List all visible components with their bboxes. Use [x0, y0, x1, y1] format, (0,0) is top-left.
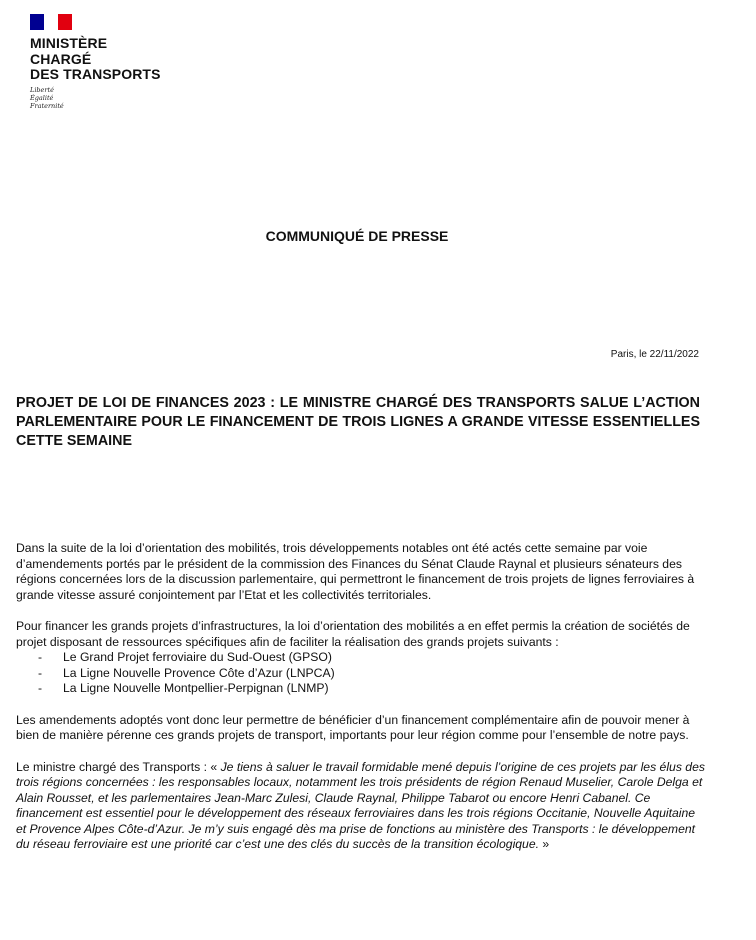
- project-list: [16, 650, 708, 697]
- list-item: [16, 650, 708, 666]
- motto-line: Égalité: [30, 93, 54, 102]
- quote-text: Je tiens à saluer le travail formidable mené depuis l’origine de ces projets par les élus des trois régions concernées : les responsables locaux, notamment les trois présidents de région Renaud Muselier, Carole Delga et Alain Rousset, et les parlementaires Jean-Marc Zulesi, Claude Raynal, Philippe Tabarot ou encore Henri Cabanel. Ce financement est essentiel pour le développement des réseaux ferroviaires dans les trois régions Occitanie, Nouvelle Aquitaine et Provence Alpes Côte-d’Azur. Je m’y suis engagé dès ma prise de fonctions au ministère des Transports : le développement du réseau ferroviaire est une priorité car c’est une des clés du succès de la transition écologique.: [16, 759, 705, 851]
- list-item: [16, 666, 708, 682]
- ministry-line: MINISTÈRE: [30, 35, 108, 51]
- list-bullet: -: [38, 681, 43, 695]
- minister-quote: [16, 760, 708, 853]
- release-title: PROJET DE LOI DE FINANCES 2023 : LE MINISTRE CHARGÉ DES TRANSPORTS SALUE L’ACTION PARLEMENTAIRE POUR LE FINANCEMENT DE TROIS LIGNES A GRANDE VITESSE ESSENTIELLES CETTE SEMAINE: [16, 395, 700, 449]
- flag-blue-stripe: [30, 14, 44, 30]
- motto-line: Liberté: [30, 85, 54, 94]
- paragraph: Les amendements adoptés vont donc leur permettre de bénéficier d’un financement complémentaire afin de pouvoir mener à bien de manière pérenne ces grands projets de transport, importants pour leur région comme pour l’ensemble de notre pays.: [16, 712, 690, 742]
- paragraph: Dans la suite de la loi d’orientation des mobilités, trois développements notables ont été actés cette semaine par voie d’amendements portés par le président de la commission des Finances du Sénat Claude Raynal et plusieurs sénateurs des régions concernées lors de la discussion parlementaire, qui permettront le financement de trois projets de lignes ferroviaires à grande vitesse assuré conjointement par l’Etat et les collectivités territoriales.: [16, 541, 695, 602]
- paragraph: Pour financer les grands projets d’infrastructures, la loi d’orientation des mobilités a en effet permis la création de sociétés de projet disposant de ressources spécifiques afin de faciliter la réalisation des grands projets suivants :: [16, 619, 690, 649]
- list-item-text: La Ligne Nouvelle Provence Côte d’Azur (LNPCA): [63, 665, 335, 680]
- flag-red-stripe: [58, 14, 72, 30]
- motto-line: Fraternité: [30, 101, 64, 110]
- ministry-line: CHARGÉ: [30, 50, 92, 67]
- ministry-line: DES TRANSPORTS: [30, 66, 161, 82]
- french-flag-icon: [30, 14, 72, 30]
- quote-close: »: [539, 837, 550, 851]
- list-bullet: -: [38, 665, 43, 680]
- list-item-text: La Ligne Nouvelle Montpellier-Perpignan (LNMP): [63, 681, 329, 695]
- republic-motto: [30, 86, 161, 110]
- ministry-logo: [30, 14, 161, 110]
- list-item: [16, 681, 708, 697]
- quote-intro: Le ministre chargé des Transports : «: [16, 759, 221, 774]
- list-bullet: -: [38, 650, 43, 664]
- flag-white-stripe: [44, 14, 58, 30]
- release-body: [16, 541, 708, 869]
- dateline: Paris, le 22/11/2022: [610, 349, 699, 360]
- list-item-text: Le Grand Projet ferroviaire du Sud-Ouest (GPSO): [63, 650, 332, 664]
- press-release-heading: COMMUNIQUÉ DE PRESSE: [265, 228, 449, 244]
- ministry-name: [30, 36, 161, 83]
